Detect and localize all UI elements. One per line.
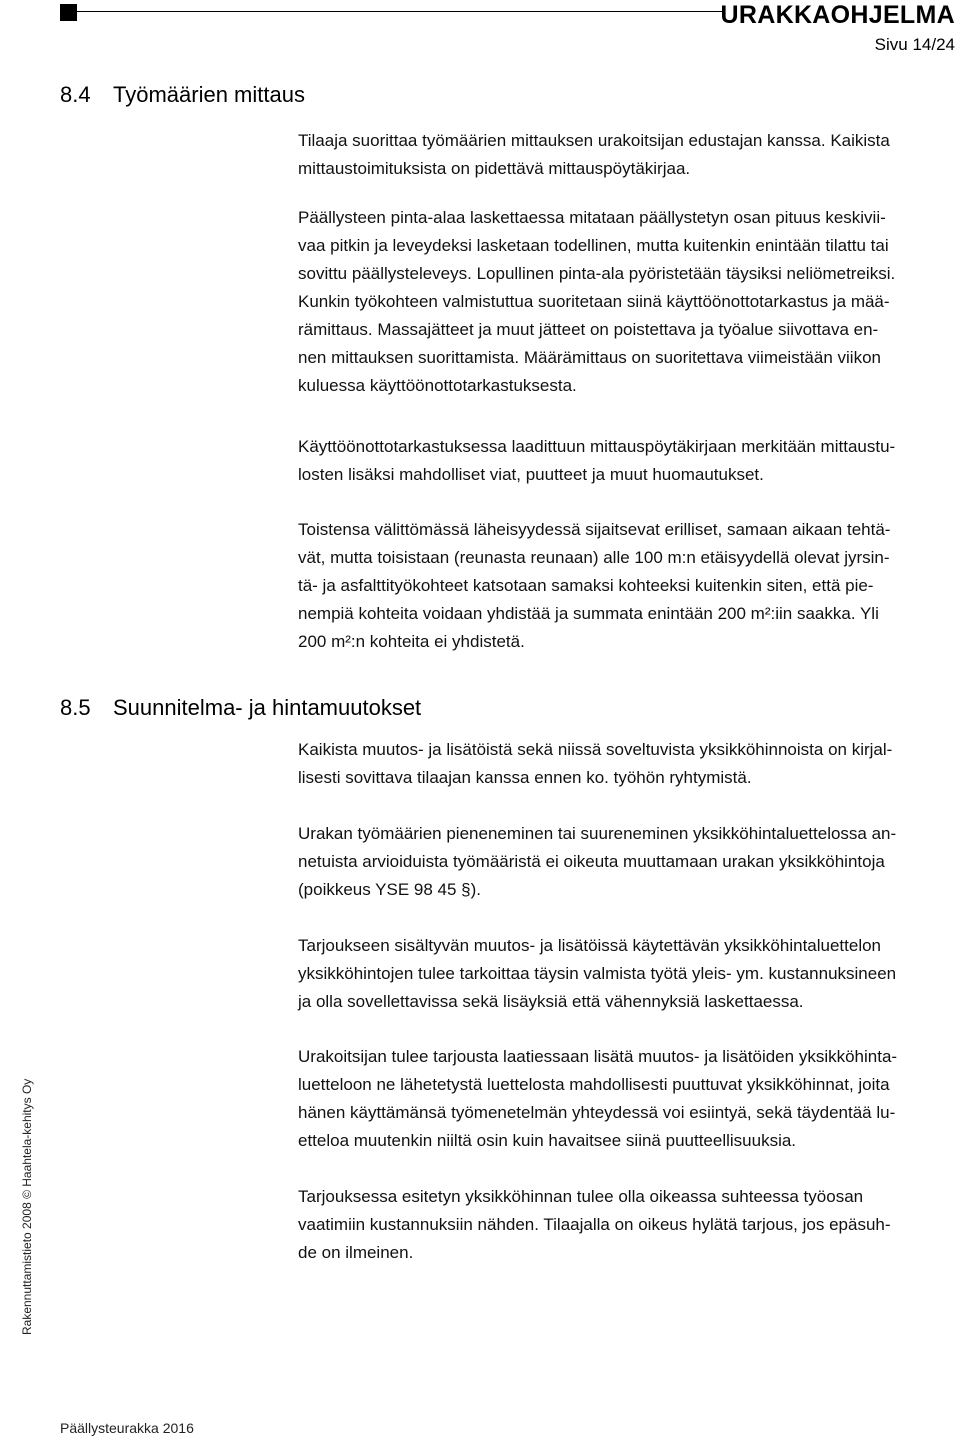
section-number: 8.5 [60, 695, 91, 720]
text-line: tä- ja asfalttityökohteet katsotaan samaksi kohteeksi kuitenkin siten, että pie- [298, 576, 874, 595]
section-title: Suunnitelma- ja hintamuutokset [113, 695, 422, 720]
text-line: Urakan työmäärien pieneneminen tai suureneminen yksikköhintaluettelossa an- [298, 824, 897, 843]
text-line: vaatimiin kustannuksiin nähden. Tilaajalla on oikeus hylätä tarjous, jos epäsuh- [298, 1215, 891, 1234]
section-number: 8.4 [60, 82, 91, 107]
paragraph [298, 820, 952, 904]
text-line: rämittaus. Massajätteet ja muut jätteet on poistettava ja työalue siivottava en- [298, 320, 879, 339]
footer-text: Päällysteurakka 2016 [60, 1420, 194, 1436]
text-line: Tarjouksessa esitetyn yksikköhinnan tulee olla oikeassa suhteessa työosan [298, 1187, 864, 1206]
paragraph [298, 204, 952, 400]
page-number: Sivu 14/24 [874, 35, 955, 54]
text-line: mittaustoimituksista on pidettävä mittauspöytäkirjaa. [298, 159, 691, 178]
text-line: Kaikista muutos- ja lisätöistä sekä niissä soveltuvista yksikköhinnoista on kirjal- [298, 740, 893, 759]
text-line: luetteloon ne lähetetystä luettelosta mahdollisesti puuttuvat yksikköhinnat, joita [298, 1075, 890, 1094]
document-title: URAKKAOHJELMA [720, 1, 955, 29]
text-line: ja olla sovellettavissa sekä lisäyksiä että vähennyksiä laskettaessa. [298, 992, 804, 1011]
text-line: nempiä kohteita voidaan yhdistää ja summata enintään 200 m²:iin saakka. Yli [298, 604, 879, 623]
text-line: Urakoitsijan tulee tarjousta laatiessaan lisätä muutos- ja lisätöiden yksikköhinta- [298, 1047, 898, 1066]
paragraph [298, 736, 952, 792]
copyright-side-note: Rakennuttamistieto 2008 © Haahtela-kehitys Oy [20, 1078, 34, 1335]
text-line: Käyttöönottotarkastuksessa laadittuun mittauspöytäkirjaan merkitään mittaustu- [298, 437, 896, 456]
text-line: vaa pitkin ja leveydeksi lasketaan todellinen, mutta kuitenkin enintään tilattu tai [298, 236, 889, 255]
text-line: Tarjoukseen sisältyvän muutos- ja lisätöissä käytettävän yksikköhintaluettelon [298, 936, 882, 955]
header-square [60, 4, 77, 21]
paragraph [298, 433, 952, 489]
text-line: kuluessa käyttöönottotarkastuksesta. [298, 376, 577, 395]
text-line: 200 m²:n kohteita ei yhdistetä. [298, 632, 525, 651]
text-line: yksikköhintojen tulee tarkoittaa täysin valmista työtä yleis- ym. kustannuksineen [298, 964, 897, 983]
section-heading-8-5 [60, 695, 421, 721]
paragraph [298, 127, 952, 183]
text-line: (poikkeus YSE 98 45 §). [298, 880, 482, 899]
text-line: hänen käyttämänsä työmenetelmän yhteydessä voi esiintyä, sekä täydentää lu- [298, 1103, 896, 1122]
paragraph [298, 1183, 952, 1267]
text-line: netuista arvioiduista työmääristä ei oikeuta muuttamaan urakan yksikköhintoja [298, 852, 885, 871]
header-rule [77, 11, 725, 12]
text-line: de on ilmeinen. [298, 1243, 414, 1262]
paragraph [298, 1043, 952, 1155]
section-heading-8-4 [60, 82, 305, 108]
paragraph [298, 932, 952, 1016]
text-line: Toistensa välittömässä läheisyydessä sijaitsevat erilliset, samaan aikaan tehtä- [298, 520, 891, 539]
text-line: etteloa muutenkin niiltä osin kuin havaitsee siinä puutteellisuuksia. [298, 1131, 797, 1150]
text-line: lisesti sovittava tilaajan kanssa ennen ko. työhön ryhtymistä. [298, 768, 752, 787]
text-line: sovittu päällysteleveys. Lopullinen pinta-ala pyöristetään täysiksi neliömetreiksi. [298, 264, 896, 283]
text-line: vät, mutta toisistaan (reunasta reunaan) alle 100 m:n etäisyydellä olevat jyrsin- [298, 548, 890, 567]
text-line: nen mittauksen suorittamista. Määrämittaus on suoritettava viimeistään viikon [298, 348, 881, 367]
paragraph [298, 516, 952, 656]
text-line: losten lisäksi mahdolliset viat, puutteet ja muut huomautukset. [298, 465, 764, 484]
section-title: Työmäärien mittaus [113, 82, 305, 107]
text-line: Kunkin työkohteen valmistuttua suoritetaan siinä käyttöönottotarkastus ja mää- [298, 292, 890, 311]
text-line: Tilaaja suorittaa työmäärien mittauksen urakoitsijan edustajan kanssa. Kaikista [298, 131, 890, 150]
text-line: Päällysteen pinta-alaa laskettaessa mitataan päällystetyn osan pituus keskivii- [298, 208, 886, 227]
